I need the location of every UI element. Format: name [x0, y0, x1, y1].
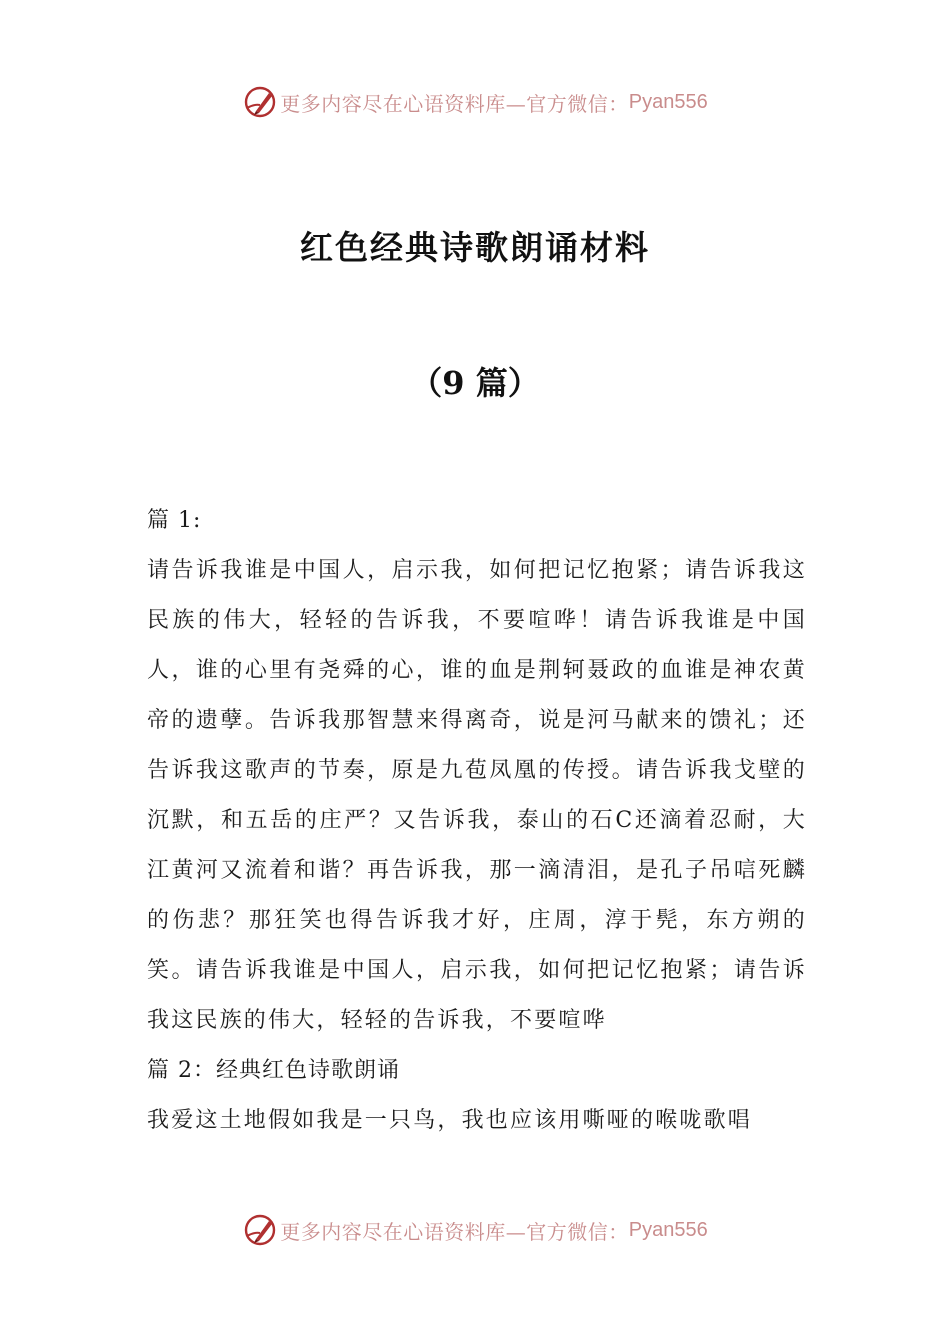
footer-banner — [0, 1208, 950, 1252]
section-2-body: 我爱这土地假如我是一只鸟，我也应该用嘶哑的喉咙歌唱 — [147, 1108, 753, 1133]
section-1-heading: 篇 1: — [147, 508, 202, 533]
section-1-body: 请告诉我谁是中国人，启示我，如何把记忆抱紧；请告诉我这民族的伟大，轻轻的告诉我，不要喧哗！请告诉我谁是中国人，谁的心里有尧舜的心，谁的血是荆轲聂政的血谁是神农黄帝的遗孽。告诉我那智慧来得离奇，说是河马献来的馈礼；还告诉我这歌声的节奏，原是九苞凤凰的传授。请告诉我戈壁的沉默，和五岳的庄严？又告诉我，泰山的石C还滴着忍耐，大江黄河又流着和谐？再告诉我，那一滴清泪，是孔子吊唁死麟的伤悲？那狂笑也得告诉我才好，庄周，淳于髡，东方朔的笑。请告诉我谁是中国人，启示我，如何把记忆抱紧；请告诉我这民族的伟大，轻轻的告诉我，不要喧哗 — [147, 558, 807, 1033]
footer-wechat-id: Pyan556 — [628, 1218, 708, 1241]
pen-nib-circle-icon — [242, 84, 278, 120]
pen-nib-circle-icon — [242, 1212, 278, 1248]
footer-banner-text: 更多内容尽在心语资料库—官方微信： — [280, 1219, 629, 1244]
section-2-heading: 篇 2：经典红色诗歌朗诵 — [147, 1058, 400, 1083]
header-banner-text: 更多内容尽在心语资料库—官方微信： — [280, 91, 629, 116]
header-wechat-id: Pyan556 — [628, 90, 708, 113]
document-body — [147, 496, 807, 1146]
document-subtitle: （9 篇） — [410, 364, 540, 402]
document-title: 红色经典诗歌朗诵材料 — [300, 228, 650, 267]
header-banner — [0, 80, 950, 124]
